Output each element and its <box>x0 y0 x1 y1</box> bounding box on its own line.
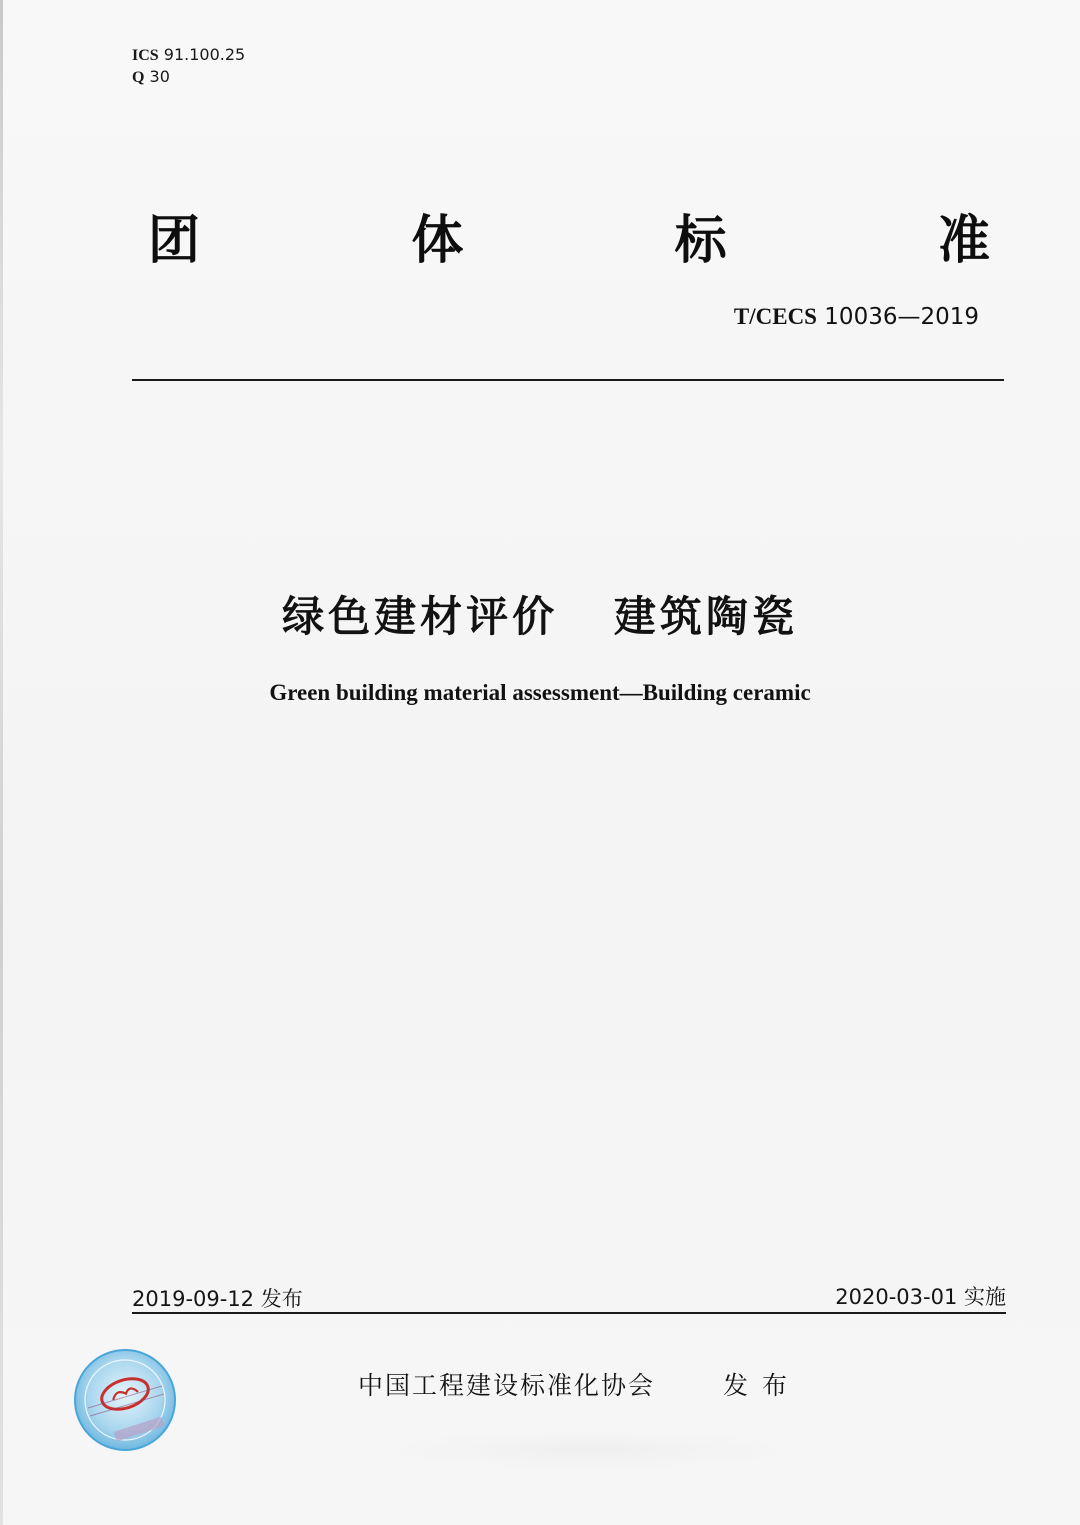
scan-smudge <box>390 1430 790 1470</box>
anti-counterfeit-seal-icon <box>66 1346 184 1454</box>
ccs-code: 30 <box>149 67 170 86</box>
classification-codes <box>132 44 245 88</box>
implementation-date: 2020-03-01 实施 <box>835 1285 1006 1309</box>
publisher-name: 中国工程建设标准化协会 <box>358 1371 656 1400</box>
title-english: Green building material assessment—Building ceramic <box>269 680 811 705</box>
standard-code-number: 10036—2019 <box>824 304 979 330</box>
standard-type-char: 准 <box>937 211 990 271</box>
header-divider <box>132 379 1004 381</box>
ics-label: ICS <box>132 47 159 64</box>
standard-type-char: 标 <box>674 211 727 271</box>
standard-type-char: 团 <box>148 211 201 271</box>
issue-date: 2019-09-12 发布 <box>132 1287 303 1311</box>
footer-divider <box>132 1312 1006 1314</box>
standard-type-char: 体 <box>411 211 464 271</box>
ccs-label: Q <box>132 69 145 86</box>
standard-type-heading <box>148 198 990 273</box>
ccs-line <box>132 66 245 88</box>
ics-line <box>132 44 245 66</box>
publish-action: 发布 <box>723 1371 802 1400</box>
title-chinese: 绿色建材评价 建筑陶瓷 <box>282 592 798 641</box>
standard-code-prefix: T/CECS <box>733 304 817 329</box>
scan-edge <box>0 0 3 1525</box>
ics-code: 91.100.25 <box>163 45 246 64</box>
standard-code <box>734 304 979 330</box>
